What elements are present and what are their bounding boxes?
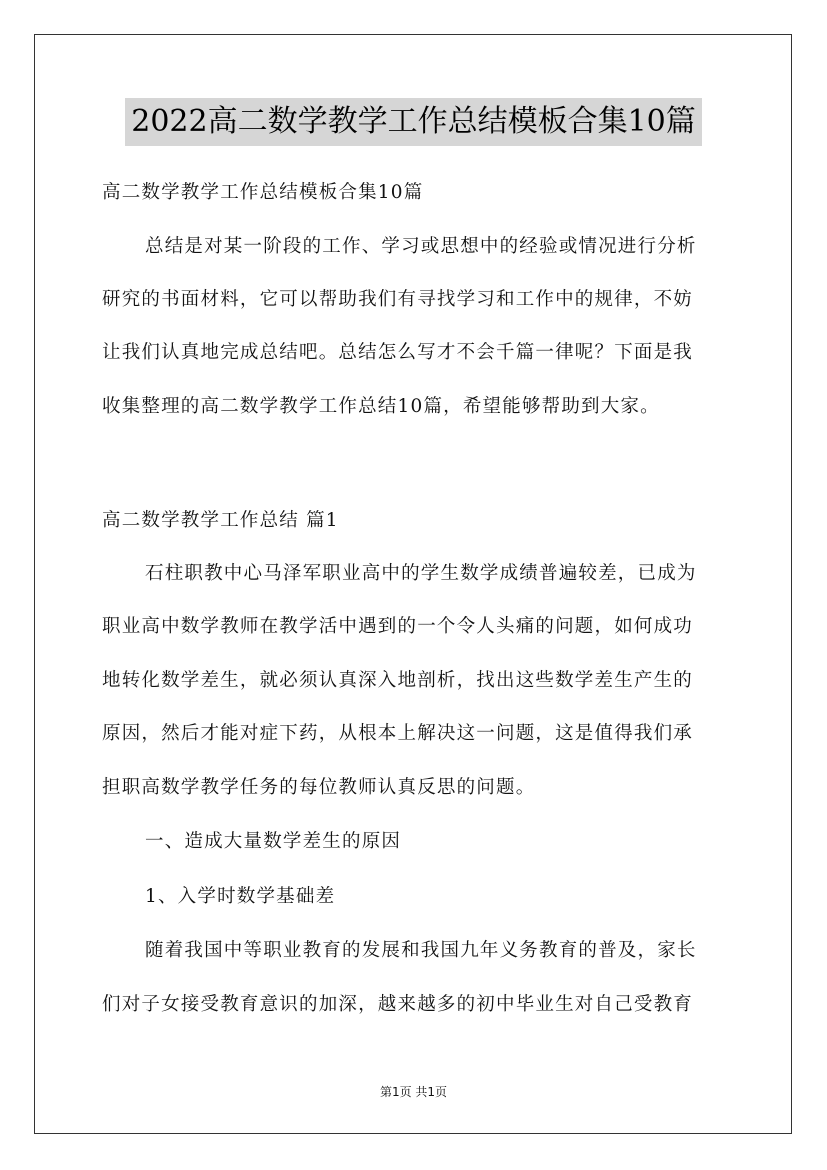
paragraph-line: 们对子女接受教育意识的加深，越来越多的初中毕业生对自己受教育 bbox=[102, 994, 694, 1015]
section-heading: 高二数学教学工作总结 篇1 bbox=[102, 510, 339, 531]
document-title: 2022高二数学教学工作总结模板合集10篇 bbox=[125, 98, 702, 146]
page-footer: 第1页 共1页 bbox=[379, 1085, 448, 1099]
subheading: 一、造成大量数学差生的原因 bbox=[145, 831, 402, 852]
title-block bbox=[0, 98, 827, 146]
paragraph-line: 地转化数学差生，就必须认真深入地剖析，找出这些数学差生产生的 bbox=[102, 670, 694, 691]
paragraph-line: 职业高中数学教师在教学活中遇到的一个令人头痛的问题，如何成功 bbox=[102, 616, 694, 637]
intro-line: 收集整理的高二数学教学工作总结10篇，希望能够帮助到大家。 bbox=[102, 396, 660, 417]
subheading: 1、入学时数学基础差 bbox=[145, 886, 336, 907]
intro-line: 研究的书面材料，它可以帮助我们有寻找学习和工作中的规律，不妨 bbox=[102, 289, 694, 310]
paragraph-line: 担职高数学教学任务的每位教师认真反思的问题。 bbox=[102, 777, 536, 798]
paragraph-line: 原因，然后才能对症下药，从根本上解决这一问题，这是值得我们承 bbox=[102, 723, 694, 744]
document-subtitle: 高二数学教学工作总结模板合集10篇 bbox=[102, 182, 424, 203]
intro-line: 总结是对某一阶段的工作、学习或思想中的经验或情况进行分析 bbox=[145, 236, 697, 257]
paragraph-line: 石柱职教中心马泽军职业高中的学生数学成绩普遍较差，已成为 bbox=[145, 563, 697, 584]
intro-line: 让我们认真地完成总结吧。总结怎么写才不会千篇一律呢？下面是我 bbox=[102, 342, 694, 363]
paragraph-line: 随着我国中等职业教育的发展和我国九年义务教育的普及，家长 bbox=[145, 940, 697, 961]
